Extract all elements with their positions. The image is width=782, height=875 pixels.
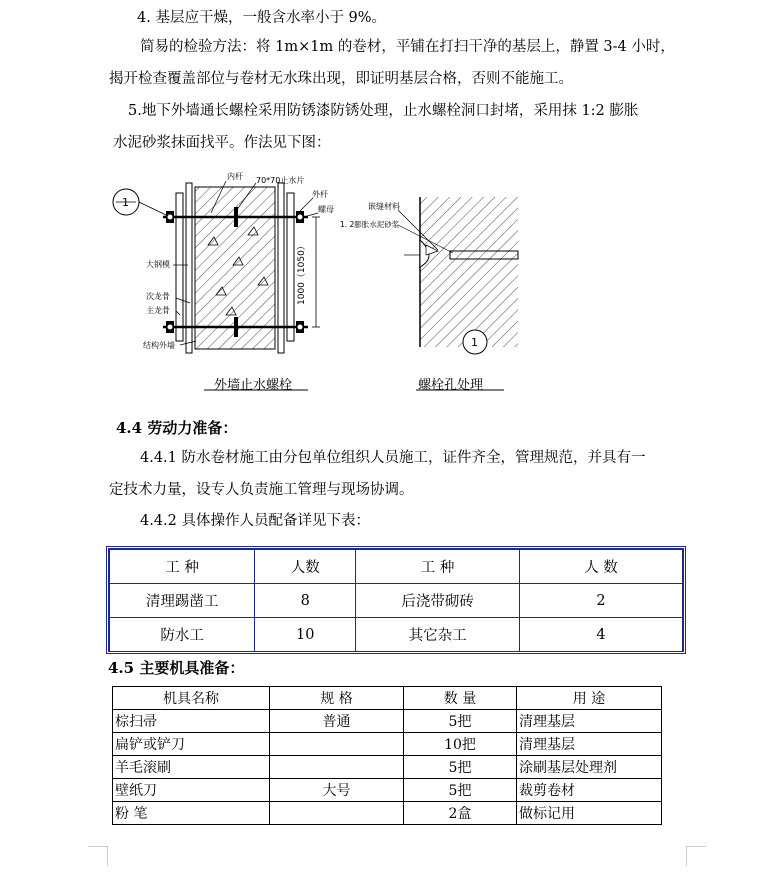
staff-cell: 清理踢凿工 [110, 584, 255, 618]
paragraph-check-method-2: 揭开检查覆盖部位与卷材无水珠出现，即证明基层合格，否则不能施工。 [109, 71, 573, 87]
staff-cell: 后浇带砌砖 [356, 584, 520, 618]
bolt-detail-figure [108, 165, 528, 397]
tools-cell: 大号 [270, 779, 404, 802]
staff-cell: 8 [255, 584, 356, 618]
label-inner-rod: 内杆 [227, 172, 243, 181]
tools-header: 数 量 [404, 687, 517, 710]
staff-header: 人 数 [520, 550, 683, 584]
tools-cell: 粉 笔 [113, 802, 270, 825]
paragraph-labor-2: 定技术力量，设专人负责施工管理与现场协调。 [109, 482, 414, 498]
tools-cell: 普通 [270, 710, 404, 733]
tools-cell: 壁纸刀 [113, 779, 270, 802]
margin-mark-left [88, 846, 108, 866]
paragraph-bolt-treatment-1: 5.地下外墙通长螺栓采用防锈漆防锈处理，止水螺栓洞口封堵，采用抹 1:2 膨胀 [128, 103, 639, 119]
tools-cell [270, 756, 404, 779]
caption-bolt-hole: 螺栓孔处理 [418, 378, 484, 393]
staff-cell: 10 [255, 618, 356, 652]
staff-cell: 2 [520, 584, 683, 618]
tools-header: 规 格 [270, 687, 404, 710]
staff-header: 工 种 [110, 550, 255, 584]
tools-header: 机具名称 [113, 687, 270, 710]
label-mortar: 1. 2膨胀水泥砂浆 [340, 220, 400, 229]
label-sealing: 嵌缝材料 [368, 202, 400, 211]
dimension-label: 1000（1050） [297, 241, 307, 305]
tools-cell: 棕扫帚 [113, 710, 270, 733]
label-nut: 螺母 [318, 205, 334, 214]
tools-cell: 10把 [404, 733, 517, 756]
tools-cell: 羊毛滚刷 [113, 756, 270, 779]
staff-cell: 其它杂工 [356, 618, 520, 652]
tools-cell: 涂刷基层处理剂 [517, 756, 662, 779]
tools-cell: 裁剪卷材 [517, 779, 662, 802]
tools-cell: 5把 [404, 756, 517, 779]
label-main-keel: 主龙骨 [146, 306, 170, 315]
staff-table [106, 546, 686, 654]
paragraph-labor-1: 4.4.1 防水卷材施工由分包单位组织人员施工，证件齐全，管理规范，并具有一 [140, 450, 646, 466]
tools-cell: 清理基层 [517, 710, 662, 733]
tools-cell [270, 802, 404, 825]
tools-cell: 2盒 [404, 802, 517, 825]
tools-cell: 做标记用 [517, 802, 662, 825]
label-waterstop: 70*70止水片 [256, 176, 305, 185]
tools-cell: 清理基层 [517, 733, 662, 756]
paragraph-base-dry: 4. 基层应干燥，一般含水率小于 9%。 [137, 10, 387, 26]
paragraph-labor-3: 4.4.2 具体操作人员配备详见下表： [140, 513, 371, 529]
tools-table [112, 686, 662, 825]
label-large-formwork: 大钢模 [146, 260, 170, 269]
tools-header: 用 途 [517, 687, 662, 710]
left-circle-mark: 1 [122, 196, 129, 209]
label-secondary-keel: 次龙骨 [146, 292, 170, 301]
staff-header: 人数 [255, 550, 356, 584]
caption-wall-bolt: 外墙止水螺栓 [214, 378, 293, 393]
staff-cell: 4 [520, 618, 683, 652]
heading-labor: 4.4 劳动力准备： [116, 419, 238, 437]
tools-cell [270, 733, 404, 756]
margin-mark-right [686, 846, 706, 866]
label-structure-wall: 结构外墙 [143, 341, 175, 350]
bolt-hole-drawing [340, 197, 518, 390]
right-circle-mark: 1 [471, 336, 478, 349]
tools-cell: 5把 [404, 710, 517, 733]
staff-cell: 防水工 [110, 618, 255, 652]
tools-cell: 5把 [404, 779, 517, 802]
heading-tools: 4.5 主要机具准备： [108, 659, 245, 677]
tools-cell: 扁铲或铲刀 [113, 733, 270, 756]
paragraph-check-method-1: 简易的检验方法：将 1m×1m 的卷材，平铺在打扫干净的基层上，静置 3-4 小时， [140, 39, 675, 55]
wall-waterstop-bolt-drawing [113, 171, 334, 390]
paragraph-bolt-treatment-2: 水泥砂浆抹面找平。作法见下图： [113, 135, 331, 151]
label-outer-rod: 外杆 [312, 190, 328, 199]
staff-header: 工 种 [356, 550, 520, 584]
